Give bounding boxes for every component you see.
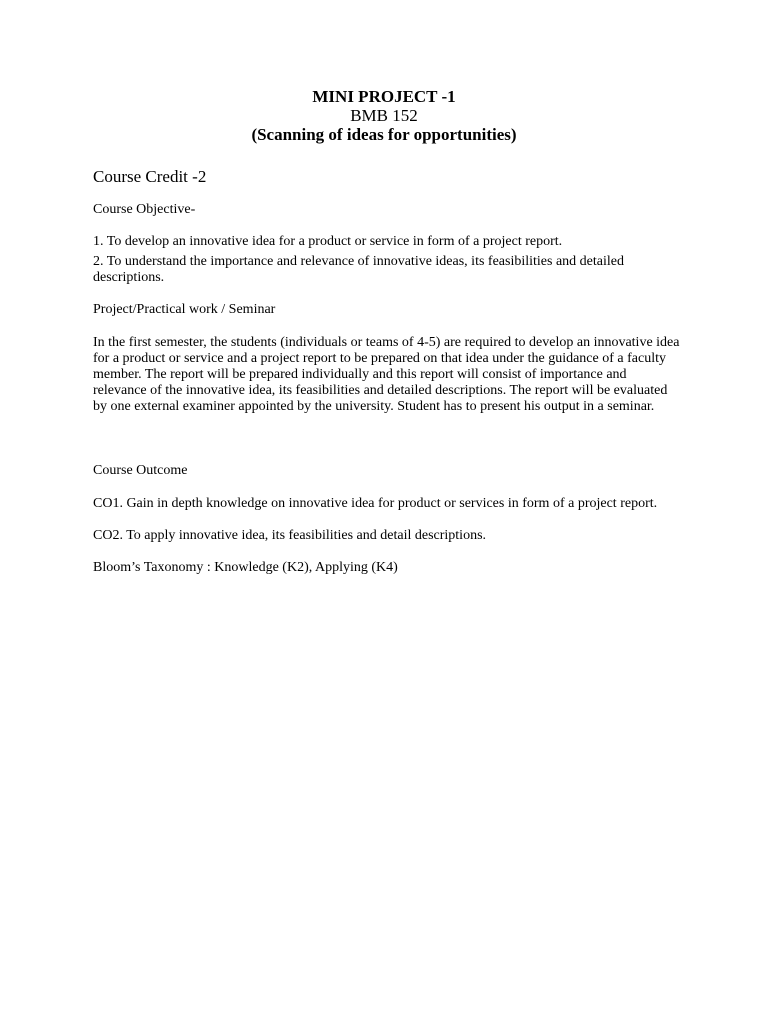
document-title: MINI PROJECT -1 — [312, 87, 456, 106]
course-code: BMB 152 — [350, 106, 418, 125]
blooms-taxonomy: Bloom’s Taxonomy : Knowledge (K2), Applying (K4) — [93, 560, 398, 575]
objective-item-2: 2. To understand the importance and relevance of innovative ideas, its feasibilities and detailed descriptions. — [93, 254, 624, 285]
project-paragraph: In the first semester, the students (individuals or teams of 4-5) are required to develop an innovative idea for a product or service and a project report to be prepared on that idea under the guidance of a faculty member. The report will be prepared individually and this report will consist of importance and relevance of the innovative idea, its feasibilities and detailed descriptions. The report will be evaluated by one external examiner appointed by the university. Student has to present his output in a seminar. — [93, 335, 680, 414]
document-subtitle: (Scanning of ideas for opportunities) — [251, 125, 517, 144]
course-credit: Course Credit -2 — [93, 167, 207, 186]
outcome-item-1: CO1. Gain in depth knowledge on innovative idea for product or services in form of a project report. — [93, 496, 658, 511]
outcome-item-2: CO2. To apply innovative idea, its feasibilities and detail descriptions. — [93, 528, 487, 543]
project-heading: Project/Practical work / Seminar — [93, 302, 276, 317]
outcome-heading: Course Outcome — [93, 463, 188, 478]
title-block — [0, 87, 768, 144]
objective-item-1: 1. To develop an innovative idea for a product or service in form of a project report. — [93, 234, 563, 249]
objective-heading: Course Objective- — [93, 202, 196, 217]
